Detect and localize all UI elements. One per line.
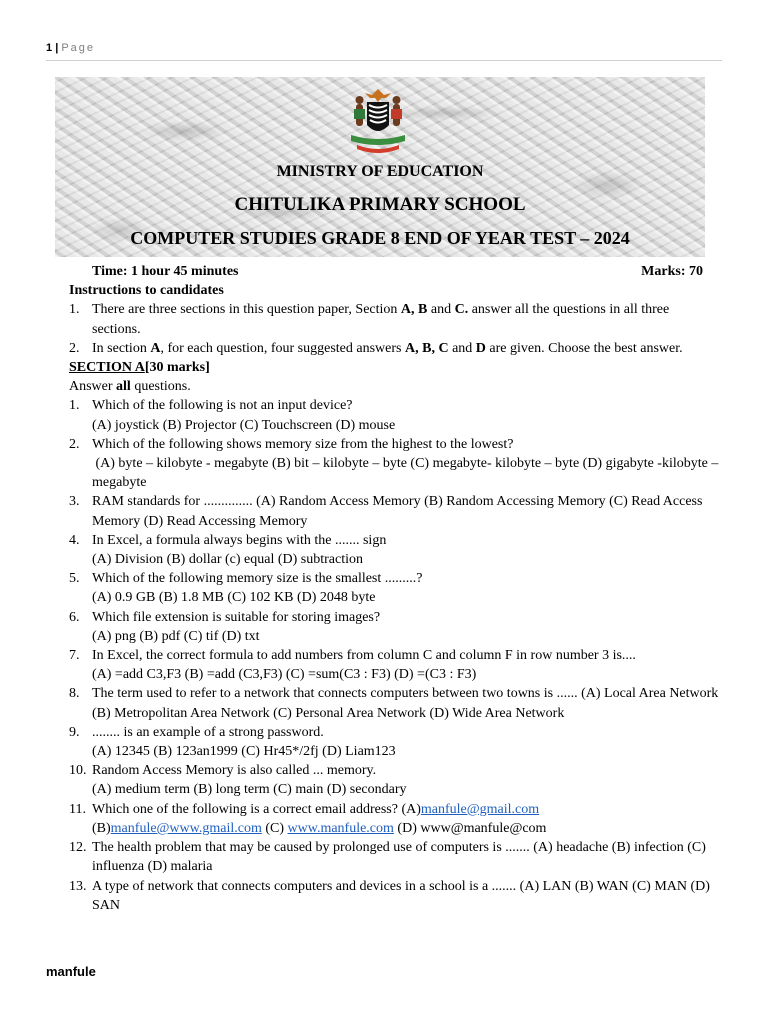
question-item: 8. The term used to refer to a network that connects computers between two towns is ...... (A) Local Area Network (B) Metropolitan Area Network (C) Personal Area Network (D) Wide Area Network [69, 684, 719, 722]
section-a-marks: [30 marks] [144, 360, 210, 376]
email-link-b[interactable]: manfule@www.gmail.com [110, 820, 262, 836]
question-text: The health problem that may be caused by prolonged use of computers is ....... (A) headache (B) infection (C) influenza (D) malaria [92, 840, 706, 875]
question-item: 12. The health problem that may be caused by prolonged use of computers is ....... (A) headache (B) infection (C) influenza (D) malaria [69, 838, 719, 876]
question-options: (A) =add C3,F3 (B) =add (C3,F3) (C) =sum(C3 : F3) (D) =(C3 : F3) [92, 667, 477, 683]
page-header [46, 42, 722, 61]
section-a-heading [69, 358, 719, 377]
question-text: Which of the following is not an input device? [92, 398, 353, 414]
question-item: 11. Which one of the following is a correct email address? (A)manfule@gmail.com (B)manfule@www.gmail.com (C) www.manfule.com (D) www@manfule@com [69, 800, 719, 838]
zambia-coat-of-arms-icon [345, 87, 411, 157]
question-text: Which file extension is suitable for storing images? [92, 609, 381, 625]
page-label: Page [61, 42, 96, 54]
question-options: (A) Division (B) dollar (c) equal (D) subtraction [92, 552, 363, 568]
question-item: 6. Which file extension is suitable for storing images? (A) png (B) pdf (C) tif (D) txt [69, 608, 719, 646]
total-marks: Marks: 70 [641, 264, 703, 279]
question-item: 3. RAM standards for .............. (A) Random Access Memory (B) Random Accessing Memory (C) Read Access Memory (D) Read Accessing Memory [69, 492, 719, 530]
question-text: In Excel, a formula always begins with the ....... sign [92, 532, 387, 548]
question-item: 1. Which of the following is not an input device? (A) joystick (B) Projector (C) Touchscreen (D) mouse [69, 396, 719, 434]
question-options: (A) 0.9 GB (B) 1.8 MB (C) 102 KB (D) 2048 byte [92, 590, 376, 606]
question-item: 5. Which of the following memory size is the smallest .........? (A) 0.9 GB (B) 1.8 MB (C) 102 KB (D) 2048 byte [69, 569, 719, 607]
question-text: Which of the following shows memory size from the highest to the lowest? [92, 436, 514, 452]
school-name: CHITULIKA PRIMARY SCHOOL [234, 194, 526, 215]
question-text: A type of network that connects computers and devices in a school is a ....... (A) LAN (B) WAN (C) MAN (D) SAN [92, 878, 710, 913]
instruction-item: 1. There are three sections in this question paper, Section A, B and C. answer all the questions in all three sections. [69, 302, 670, 337]
question-text: Which one of the following is a correct email address? (A)manfule@gmail.com (B)manfule@www.gmail.com (C) www.manfule.com (D) www@manfule@com [92, 801, 547, 836]
question-options: (A) png (B) pdf (C) tif (D) txt [92, 628, 260, 644]
question-text: The term used to refer to a network that connects computers between two towns is ...... (A) Local Area Network (B) Metropolitan Area Network (C) Personal Area Network (D) Wide Area Network [92, 686, 719, 721]
time-allowed: Time: 1 hour 45 minutes [92, 264, 239, 279]
question-item: 7. In Excel, the correct formula to add numbers from column C and column F in row number 3 is.... (A) =add C3,F3 (B) =add (C3,F3) (C) =sum(C3 : F3) (D) =(C3 : F3) [69, 646, 719, 684]
footer-author: manfule [46, 964, 96, 979]
page-separator: | [55, 42, 59, 54]
email-link-a[interactable]: manfule@gmail.com [420, 801, 540, 817]
question-item: 13. A type of network that connects computers and devices in a school is a ....... (A) LAN (B) WAN (C) MAN (D) SAN [69, 877, 719, 915]
question-text: ........ is an example of a strong password. [92, 724, 324, 740]
exam-content [69, 262, 722, 915]
section-a-title: SECTION A [69, 360, 145, 376]
instructions-title: Instructions to candidates [69, 283, 224, 299]
question-text: RAM standards for .............. (A) Random Access Memory (B) Random Accessing Memory (C) Read Access Memory (D) Read Accessing Memory [92, 494, 703, 529]
ministry-heading: MINISTRY OF EDUCATION [276, 163, 484, 180]
question-item: 2. Which of the following shows memory size from the highest to the lowest? (A) byte – kilobyte - megabyte (B) bit – kilobyte – byte (C) megabyte- kilobyte – byte (D) gigabyte -kilobyte – megabyte [69, 435, 719, 493]
question-text: Random Access Memory is also called ... memory. [92, 763, 377, 779]
web-link-c[interactable]: www.manfule.com [287, 820, 394, 836]
question-options: (A) byte – kilobyte - megabyte (B) bit – kilobyte – byte (C) megabyte- kilobyte – byte (D) gigabyte -kilobyte – megabyte [92, 456, 722, 491]
question-options: (A) joystick (B) Projector (C) Touchscreen (D) mouse [92, 417, 396, 433]
question-item: 9. ........ is an example of a strong password. (A) 12345 (B) 123an1999 (C) Hr45*/2fj (D) Liam123 [69, 723, 719, 761]
question-item: 4. In Excel, a formula always begins with the ....... sign (A) Division (B) dollar (c) equal (D) subtraction [69, 531, 719, 569]
page-number: 1 [46, 42, 53, 54]
question-item: 10. Random Access Memory is also called ... memory. (A) medium term (B) long term (C) main (D) secondary [69, 761, 719, 799]
instruction-item: 2. In section A, for each question, four suggested answers A, B, C and D are given. Choose the best answer. [69, 340, 683, 356]
time-marks-row [69, 262, 719, 281]
question-options: (A) medium term (B) long term (C) main (D) secondary [92, 782, 407, 798]
exam-title: COMPUTER STUDIES GRADE 8 END OF YEAR TEST – 2024 [130, 228, 630, 248]
question-options: (A) 12345 (B) 123an1999 (C) Hr45*/2fj (D) Liam123 [92, 744, 396, 760]
question-text: Which of the following memory size is the smallest .........? [92, 571, 423, 587]
title-banner [55, 77, 705, 257]
question-text: In Excel, the correct formula to add numbers from column C and column F in row number 3 is.... [92, 648, 636, 664]
section-a-instruction: Answer all questions. [69, 379, 191, 395]
